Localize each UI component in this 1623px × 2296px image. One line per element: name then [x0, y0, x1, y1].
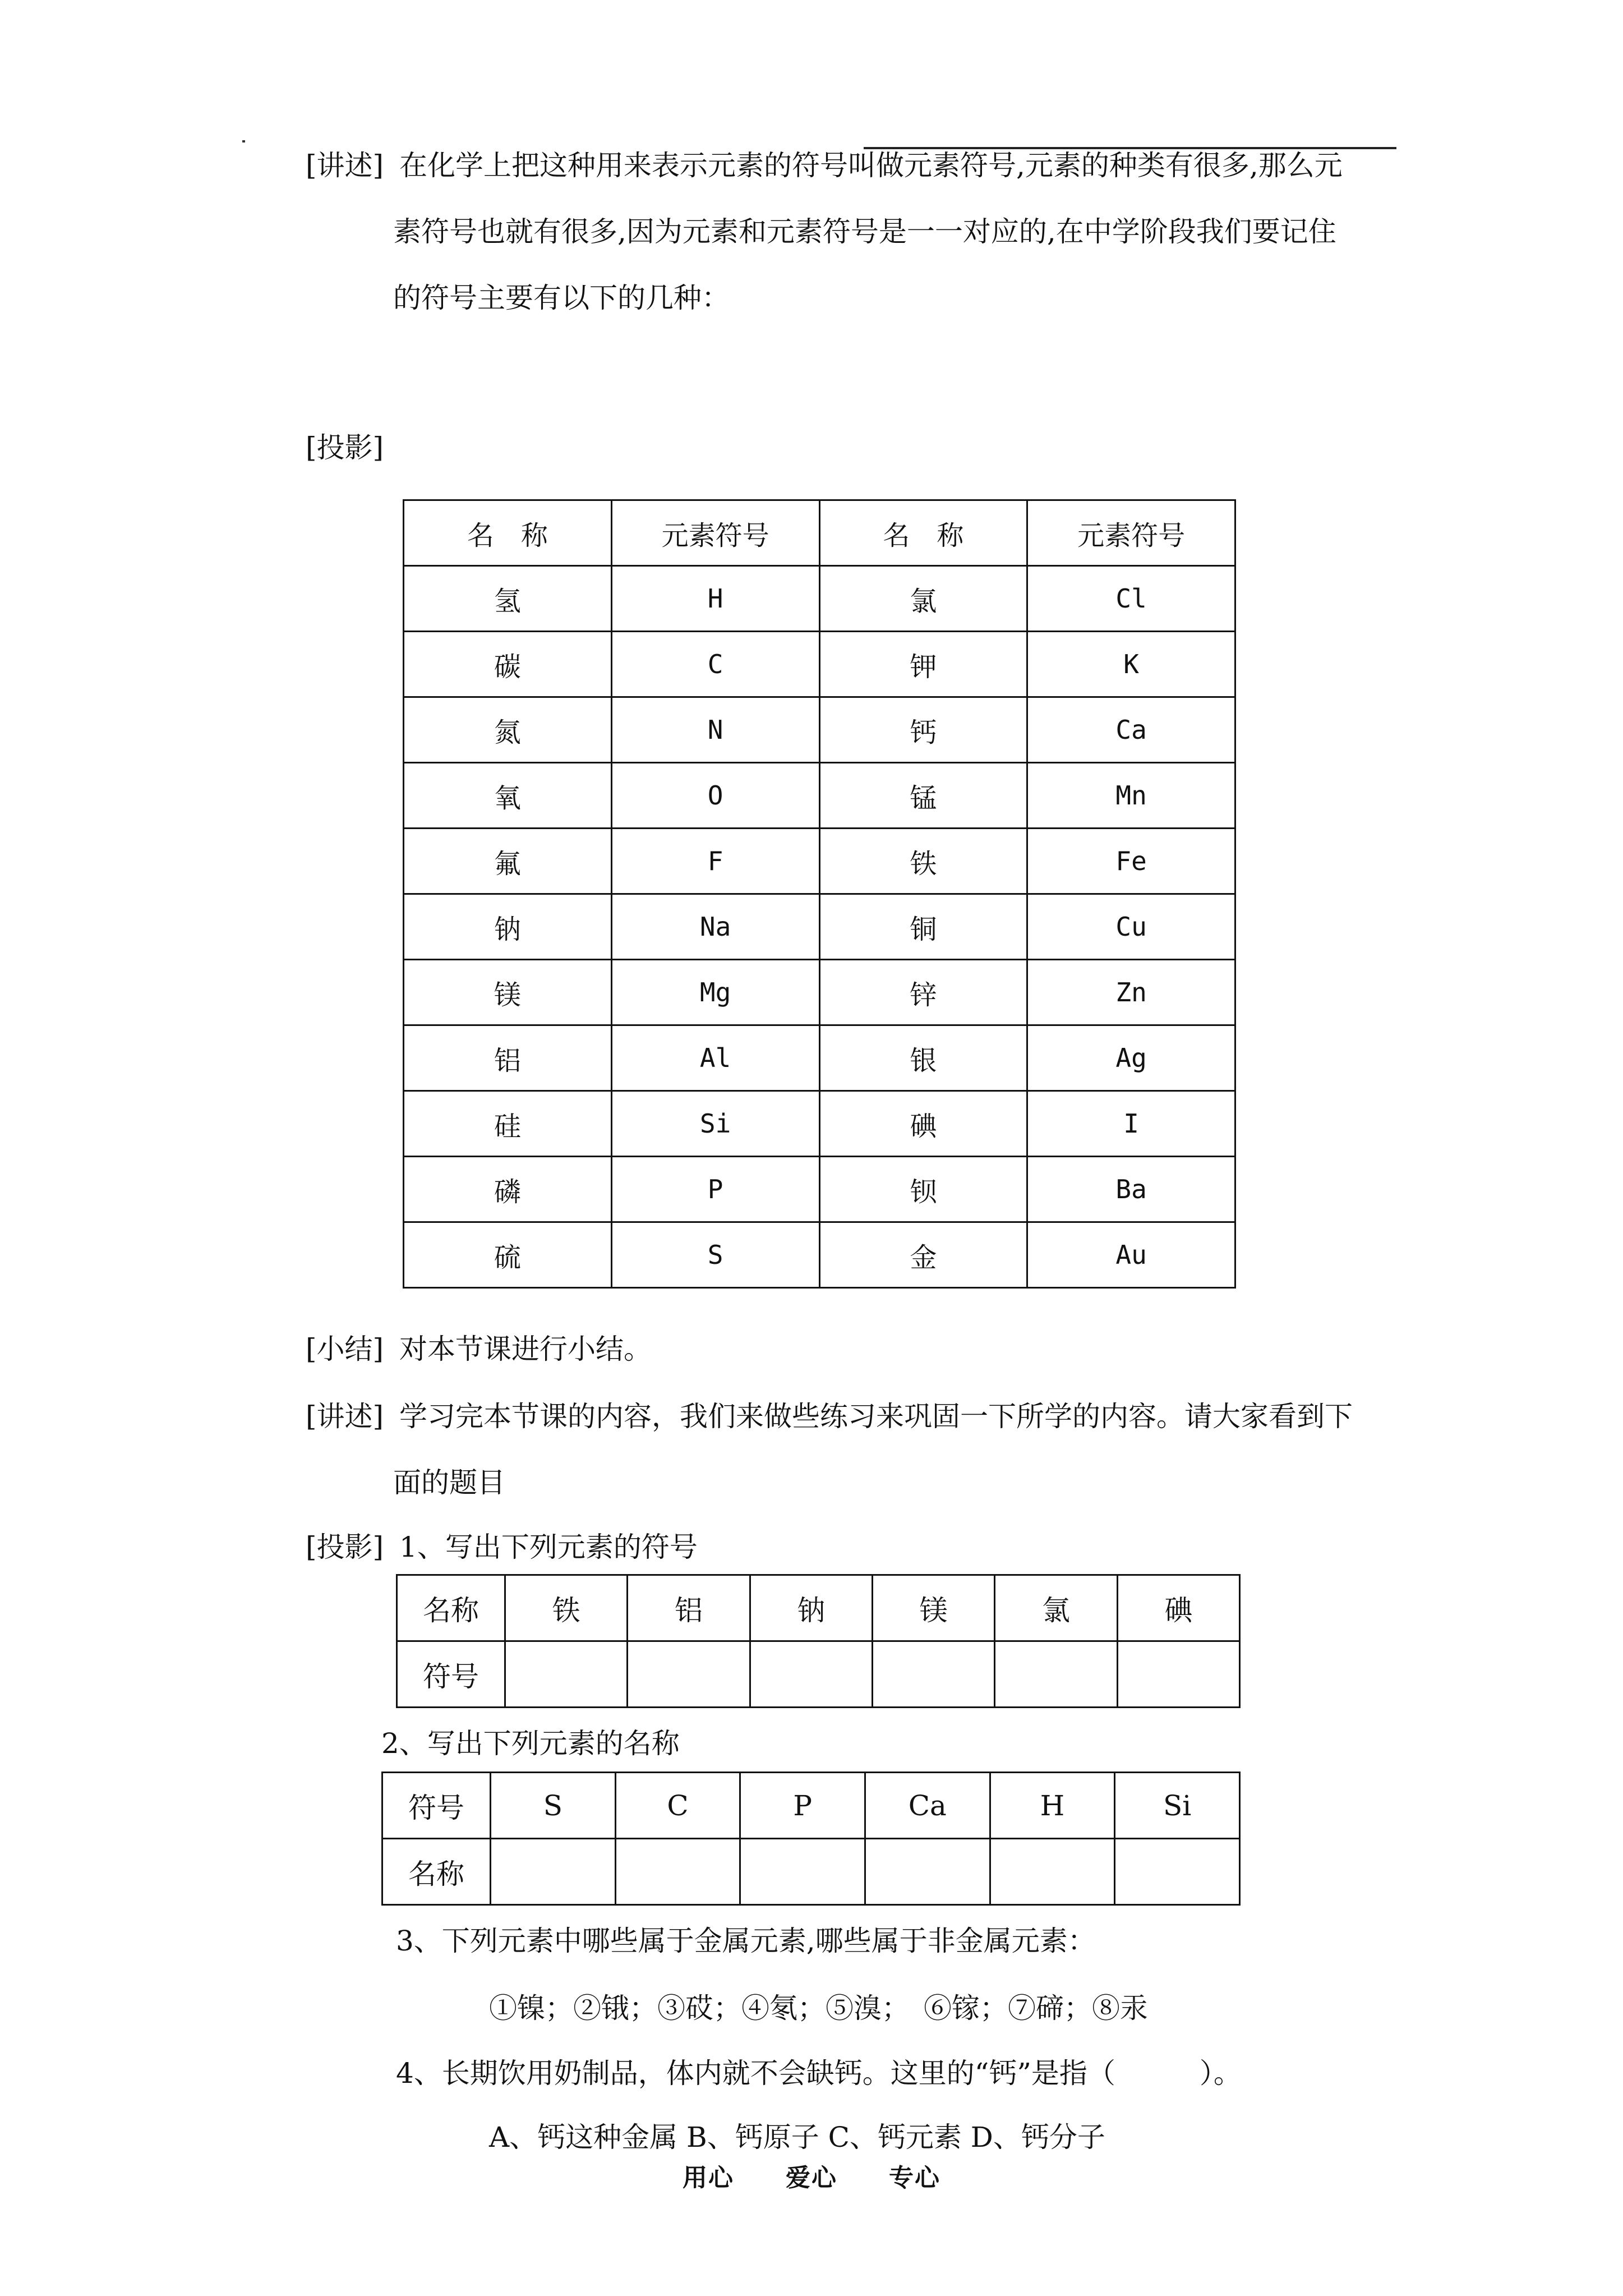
table-row: [404, 829, 1235, 894]
table-row: [404, 763, 1235, 829]
table-cell: 锰: [819, 763, 1027, 829]
table-cell: Si: [1115, 1773, 1240, 1839]
summary-line: [306, 1327, 652, 1367]
table-cell: 铝: [628, 1575, 750, 1641]
table-cell: 名 称: [404, 500, 612, 566]
table-row: [404, 1222, 1235, 1288]
table-cell: Na: [611, 894, 819, 960]
table-cell: 硫: [404, 1222, 612, 1288]
table-cell: 钠: [404, 894, 612, 960]
table-cell: 碳: [404, 632, 612, 697]
exercise-1-tag: [投影]: [306, 1531, 384, 1563]
table-cell: 铁: [505, 1575, 628, 1641]
table-row: [382, 1839, 1240, 1905]
speech-line-3: 的符号主要有以下的几种：: [393, 282, 730, 314]
table-cell: 氮: [404, 697, 612, 763]
speech-tag: [讲述]: [306, 149, 384, 182]
table-cell: H: [611, 566, 819, 632]
table-cell: Cu: [1027, 894, 1235, 960]
exercise-3-prompt: 3、下列元素中哪些属于金属元素,哪些属于非金属元素：: [396, 1925, 1096, 1957]
table-cell: [1117, 1641, 1239, 1708]
table-cell: 元素符号: [1027, 500, 1235, 566]
table-cell: [872, 1641, 994, 1708]
table-cell: 符号: [397, 1641, 505, 1708]
table-cell: Ca: [1027, 697, 1235, 763]
table-cell: S: [611, 1222, 819, 1288]
table-cell: 碘: [1117, 1575, 1239, 1641]
table-row: [404, 1157, 1235, 1222]
table-cell: [491, 1839, 616, 1905]
table-cell: 铝: [404, 1025, 612, 1091]
page-footer: 用心 爱心 专心: [683, 2164, 940, 2192]
table-cell: [740, 1839, 865, 1905]
table-cell: 氟: [404, 829, 612, 894]
table-cell: F: [611, 829, 819, 894]
table-cell: Al: [611, 1025, 819, 1091]
table-cell: 碘: [819, 1091, 1027, 1157]
table-cell: C: [611, 632, 819, 697]
exercise-2-prompt: 2、写出下列元素的名称: [381, 1727, 680, 1760]
table-cell: C: [615, 1773, 740, 1839]
table-cell: 名称: [397, 1575, 505, 1641]
table-cell: 硅: [404, 1091, 612, 1157]
table-cell: Cl: [1027, 566, 1235, 632]
speech-paragraph-2: [306, 1383, 1405, 1516]
table-cell: Ag: [1027, 1025, 1235, 1091]
table-header-row: [404, 500, 1235, 566]
table-cell: [615, 1839, 740, 1905]
table-cell: 氯: [819, 566, 1027, 632]
table-cell: O: [611, 763, 819, 829]
table-cell: [505, 1641, 628, 1708]
exercise-2-table: [381, 1772, 1241, 1906]
table-cell: 符号: [382, 1773, 491, 1839]
projection-tag: [投影]: [306, 431, 384, 464]
table-cell: 钡: [819, 1157, 1027, 1222]
table-cell: [750, 1641, 872, 1708]
table-row: [397, 1641, 1240, 1708]
table-cell: Fe: [1027, 829, 1235, 894]
table-cell: 镁: [404, 960, 612, 1025]
table-cell: P: [740, 1773, 865, 1839]
table-cell: [865, 1839, 990, 1905]
table-cell: 氯: [995, 1575, 1117, 1641]
table-cell: I: [1027, 1091, 1235, 1157]
table-cell: [990, 1839, 1115, 1905]
table-cell: 钠: [750, 1575, 872, 1641]
exercise-3-items: ①镍；②锇；③砹；④氡；⑤溴； ⑥镓；⑦碲；⑧汞: [489, 1992, 1148, 2024]
exercise-1-table: [396, 1574, 1241, 1708]
table-row: [404, 1025, 1235, 1091]
table-cell: 银: [819, 1025, 1027, 1091]
speech-paragraph-1: [306, 132, 1405, 331]
table-cell: N: [611, 697, 819, 763]
table-cell: 名 称: [819, 500, 1027, 566]
table-row: [382, 1773, 1240, 1839]
table-cell: Zn: [1027, 960, 1235, 1025]
table-cell: 锌: [819, 960, 1027, 1025]
table-cell: [995, 1641, 1117, 1708]
exercise-4-prompt: 4、长期饮用奶制品，体内就不会缺钙。这里的“钙”是指（ ）。: [396, 2057, 1242, 2090]
header-dot: [242, 140, 245, 142]
table-row: [404, 632, 1235, 697]
table-cell: 铁: [819, 829, 1027, 894]
table-cell: [628, 1641, 750, 1708]
table-cell: Au: [1027, 1222, 1235, 1288]
table-cell: S: [491, 1773, 616, 1839]
summary-tag: [小结]: [306, 1333, 384, 1365]
table-cell: 钾: [819, 632, 1027, 697]
table-row: [404, 894, 1235, 960]
table-cell: 名称: [382, 1839, 491, 1905]
speech-line-1: 在化学上把这种用来表示元素的符号叫做元素符号,元素的种类有很多,那么元: [399, 149, 1343, 182]
table-cell: 氧: [404, 763, 612, 829]
table-cell: Mg: [611, 960, 819, 1025]
table-cell: Si: [611, 1091, 819, 1157]
table-row: [404, 1091, 1235, 1157]
table-cell: Mn: [1027, 763, 1235, 829]
table-row: [404, 960, 1235, 1025]
table-cell: Ca: [865, 1773, 990, 1839]
table-cell: 磷: [404, 1157, 612, 1222]
exercise-1-prompt: 1、写出下列元素的符号: [399, 1531, 698, 1563]
speech2-line-2: 面的题目: [393, 1466, 505, 1499]
speech2-line-1: 学习完本节课的内容，我们来做些练习来巩固一下所学的内容。请大家看到下: [399, 1400, 1353, 1433]
exercise-4-options: A、钙这种金属 B、钙原子 C、钙元素 D、钙分子: [489, 2121, 1105, 2154]
table-cell: Ba: [1027, 1157, 1235, 1222]
table-cell: 金: [819, 1222, 1027, 1288]
summary-text: 对本节课进行小结。: [399, 1333, 652, 1365]
table-row: [404, 697, 1235, 763]
table-row: [404, 566, 1235, 632]
table-row: [397, 1575, 1240, 1641]
speech-tag-2: [讲述]: [306, 1400, 384, 1433]
table-cell: 氢: [404, 566, 612, 632]
table-cell: H: [990, 1773, 1115, 1839]
table-cell: P: [611, 1157, 819, 1222]
table-cell: 铜: [819, 894, 1027, 960]
table-cell: 镁: [872, 1575, 994, 1641]
table-cell: K: [1027, 632, 1235, 697]
speech-line-2: 素符号也就有很多,因为元素和元素符号是一一对应的,在中学阶段我们要记住: [393, 215, 1336, 248]
element-symbol-table: [403, 499, 1236, 1289]
table-cell: [1115, 1839, 1240, 1905]
table-cell: 钙: [819, 697, 1027, 763]
exercise-1-heading: [306, 1525, 698, 1565]
table-cell: 元素符号: [611, 500, 819, 566]
